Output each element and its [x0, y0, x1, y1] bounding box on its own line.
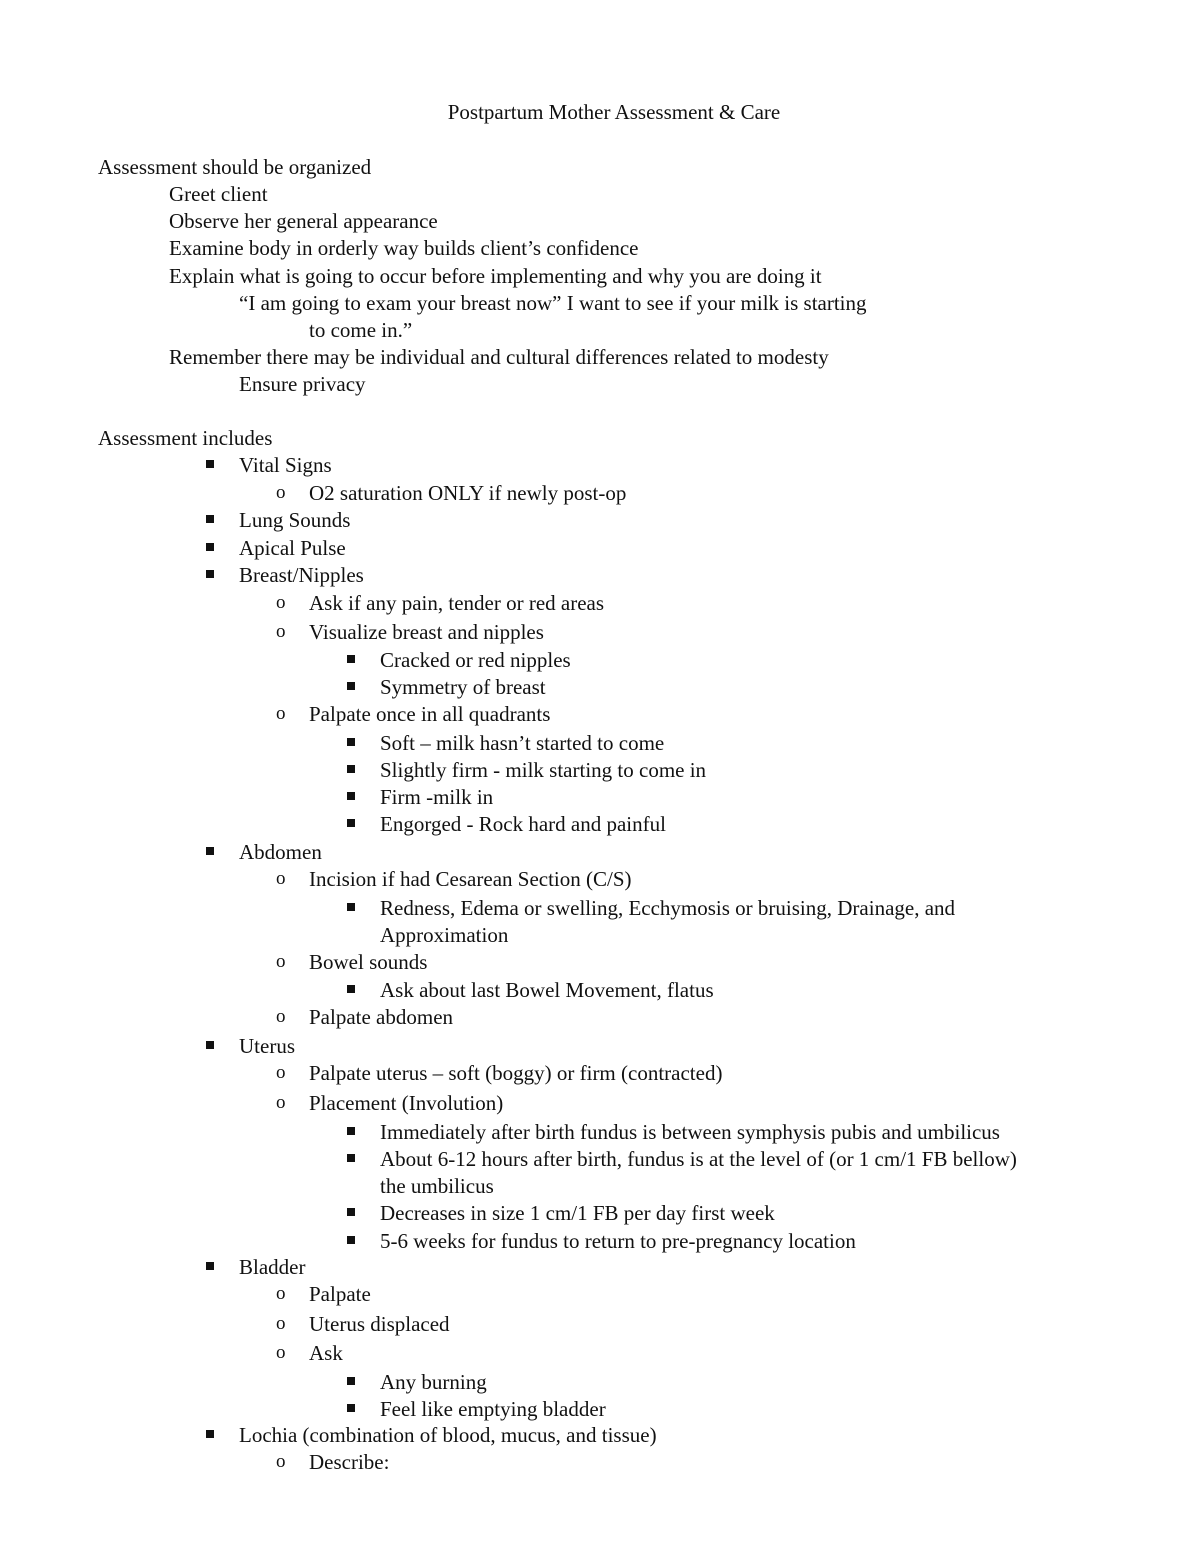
section-heading-organized: Assessment should be organized — [98, 155, 372, 179]
circle-bullet-icon: o — [276, 951, 286, 972]
square-bullet-icon — [347, 1377, 355, 1385]
circle-bullet-icon: o — [276, 703, 286, 724]
list-item: Ensure privacy — [239, 372, 366, 396]
square-bullet-icon — [347, 792, 355, 800]
list-item-continuation: Approximation — [380, 923, 509, 947]
square-bullet-icon — [347, 1404, 355, 1412]
circle-bullet-icon: o — [276, 1006, 286, 1027]
list-item: Examine body in orderly way builds client’s confidence — [169, 236, 639, 260]
circle-bullet-icon: o — [276, 868, 286, 889]
list-item: Cracked or red nipples — [380, 648, 571, 672]
list-item: Immediately after birth fundus is between symphysis pubis and umbilicus — [380, 1120, 1000, 1144]
list-item: Feel like emptying bladder — [380, 1397, 606, 1421]
quote-line: to come in.” — [309, 318, 413, 342]
square-bullet-icon — [206, 515, 214, 523]
circle-bullet-icon: o — [276, 1092, 286, 1113]
list-item: Palpate uterus – soft (boggy) or firm (contracted) — [309, 1061, 723, 1085]
list-item: Lung Sounds — [239, 508, 351, 532]
circle-bullet-icon: o — [276, 1451, 286, 1472]
list-item: Bladder — [239, 1255, 306, 1279]
list-item: Palpate once in all quadrants — [309, 702, 551, 726]
list-item: Firm -milk in — [380, 785, 494, 809]
square-bullet-icon — [347, 819, 355, 827]
list-item: Slightly firm - milk starting to come in — [380, 758, 707, 782]
list-item: Lochia (combination of blood, mucus, and tissue) — [239, 1423, 657, 1447]
list-item: About 6-12 hours after birth, fundus is at the level of (or 1 cm/1 FB bellow) — [380, 1147, 1017, 1171]
list-item: Bowel sounds — [309, 950, 428, 974]
list-item: Explain what is going to occur before implementing and why you are doing it — [169, 264, 822, 288]
document-title: Postpartum Mother Assessment & Care — [447, 100, 781, 124]
quote-line: “I am going to exam your breast now” I want to see if your milk is starting — [239, 291, 867, 315]
list-item: Redness, Edema or swelling, Ecchymosis or bruising, Drainage, and — [380, 896, 956, 920]
list-item: Palpate — [309, 1282, 371, 1306]
square-bullet-icon — [206, 1262, 214, 1270]
square-bullet-icon — [206, 1430, 214, 1438]
circle-bullet-icon: o — [276, 621, 286, 642]
list-item: Engorged - Rock hard and painful — [380, 812, 666, 836]
list-item: Placement (Involution) — [309, 1091, 504, 1115]
square-bullet-icon — [206, 543, 214, 551]
list-item: Ask if any pain, tender or red areas — [309, 591, 605, 615]
list-item: Abdomen — [239, 840, 322, 864]
list-item: Describe: — [309, 1450, 390, 1474]
square-bullet-icon — [347, 655, 355, 663]
list-item: Visualize breast and nipples — [309, 620, 544, 644]
list-item: Remember there may be individual and cultural differences related to modesty — [169, 345, 829, 369]
list-item: Apical Pulse — [239, 536, 346, 560]
square-bullet-icon — [347, 1236, 355, 1244]
list-item: Observe her general appearance — [169, 209, 438, 233]
list-item: Any burning — [380, 1370, 487, 1394]
list-item: Palpate abdomen — [309, 1005, 454, 1029]
circle-bullet-icon: o — [276, 1062, 286, 1083]
list-item: Decreases in size 1 cm/1 FB per day first week — [380, 1201, 775, 1225]
square-bullet-icon — [206, 847, 214, 855]
square-bullet-icon — [347, 765, 355, 773]
circle-bullet-icon: o — [276, 1313, 286, 1334]
square-bullet-icon — [206, 570, 214, 578]
square-bullet-icon — [206, 460, 214, 468]
list-item: Incision if had Cesarean Section (C/S) — [309, 867, 632, 891]
list-item: Symmetry of breast — [380, 675, 546, 699]
list-item: Greet client — [169, 182, 268, 206]
circle-bullet-icon: o — [276, 1342, 286, 1363]
list-item: Vital Signs — [239, 453, 332, 477]
square-bullet-icon — [347, 903, 355, 911]
circle-bullet-icon: o — [276, 592, 286, 613]
square-bullet-icon — [347, 985, 355, 993]
square-bullet-icon — [347, 1154, 355, 1162]
circle-bullet-icon: o — [276, 1283, 286, 1304]
list-item: O2 saturation ONLY if newly post-op — [309, 481, 627, 505]
circle-bullet-icon: o — [276, 482, 286, 503]
list-item: Breast/Nipples — [239, 563, 364, 587]
square-bullet-icon — [347, 1208, 355, 1216]
square-bullet-icon — [347, 1127, 355, 1135]
list-item: Soft – milk hasn’t started to come — [380, 731, 665, 755]
list-item-continuation: the umbilicus — [380, 1174, 494, 1198]
square-bullet-icon — [347, 738, 355, 746]
square-bullet-icon — [206, 1041, 214, 1049]
square-bullet-icon — [347, 682, 355, 690]
section-heading-includes: Assessment includes — [98, 426, 273, 450]
list-item: Ask — [309, 1341, 343, 1365]
list-item: Uterus — [239, 1034, 295, 1058]
list-item: Ask about last Bowel Movement, flatus — [380, 978, 714, 1002]
list-item: 5-6 weeks for fundus to return to pre-pregnancy location — [380, 1229, 856, 1253]
list-item: Uterus displaced — [309, 1312, 450, 1336]
